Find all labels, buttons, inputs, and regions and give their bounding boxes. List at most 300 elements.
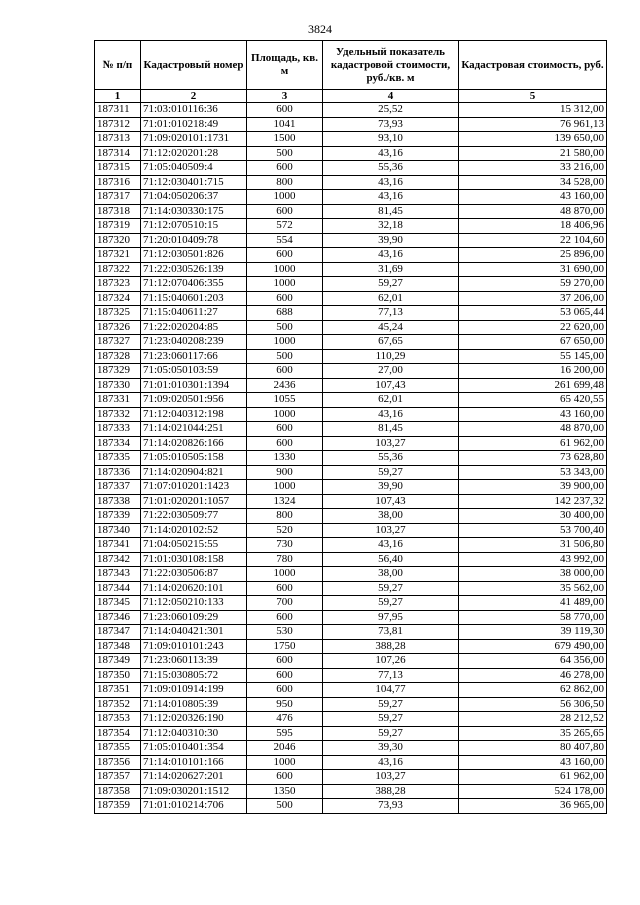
row-number-cell: 187311 — [95, 103, 141, 118]
row-number-cell: 187348 — [95, 639, 141, 654]
table-row — [95, 480, 607, 495]
cadastral-value-cell: 43 160,00 — [459, 755, 607, 770]
unit-value-cell: 59,27 — [323, 712, 459, 727]
cadastral-number-cell: 71:22:030526:139 — [141, 262, 247, 277]
table-row — [95, 552, 607, 567]
row-number-cell: 187330 — [95, 378, 141, 393]
cadastral-value-cell: 41 489,00 — [459, 596, 607, 611]
cadastral-number-cell: 71:05:050103:59 — [141, 364, 247, 379]
unit-value-cell: 104,77 — [323, 683, 459, 698]
unit-value-cell: 43,16 — [323, 190, 459, 205]
area-cell: 1000 — [247, 567, 323, 582]
cadastral-value-cell: 65 420,55 — [459, 393, 607, 408]
cadastral-value-cell: 48 870,00 — [459, 422, 607, 437]
unit-value-cell: 45,24 — [323, 320, 459, 335]
row-number-cell: 187335 — [95, 451, 141, 466]
row-number-cell: 187327 — [95, 335, 141, 350]
area-cell: 500 — [247, 799, 323, 814]
column-number-row — [95, 90, 607, 103]
unit-value-cell: 62,01 — [323, 393, 459, 408]
table-row — [95, 697, 607, 712]
unit-value-cell: 81,45 — [323, 422, 459, 437]
table-row — [95, 132, 607, 147]
cadastral-number-cell: 71:12:030501:826 — [141, 248, 247, 263]
unit-value-cell: 39,90 — [323, 480, 459, 495]
cadastral-number-cell: 71:09:020501:956 — [141, 393, 247, 408]
header-area: Площадь, кв. м — [247, 41, 323, 90]
cadastral-value-cell: 43 160,00 — [459, 407, 607, 422]
table-row — [95, 233, 607, 248]
area-cell: 520 — [247, 523, 323, 538]
table-row — [95, 538, 607, 553]
area-cell: 1000 — [247, 755, 323, 770]
unit-value-cell: 67,65 — [323, 335, 459, 350]
cadastral-value-cell: 38 000,00 — [459, 567, 607, 582]
cadastral-number-cell: 71:23:060113:39 — [141, 654, 247, 669]
unit-value-cell: 43,16 — [323, 755, 459, 770]
cadastral-value-cell: 35 562,00 — [459, 581, 607, 596]
row-number-cell: 187319 — [95, 219, 141, 234]
row-number-cell: 187350 — [95, 668, 141, 683]
table-row — [95, 219, 607, 234]
row-number-cell: 187341 — [95, 538, 141, 553]
row-number-cell: 187345 — [95, 596, 141, 611]
area-cell: 800 — [247, 175, 323, 190]
row-number-cell: 187317 — [95, 190, 141, 205]
row-number-cell: 187325 — [95, 306, 141, 321]
unit-value-cell: 43,16 — [323, 146, 459, 161]
table-row — [95, 465, 607, 480]
area-cell: 600 — [247, 161, 323, 176]
table-row — [95, 639, 607, 654]
cadastral-number-cell: 71:15:040611:27 — [141, 306, 247, 321]
unit-value-cell: 81,45 — [323, 204, 459, 219]
row-number-cell: 187352 — [95, 697, 141, 712]
unit-value-cell: 107,43 — [323, 378, 459, 393]
cadastral-number-cell: 71:07:010201:1423 — [141, 480, 247, 495]
row-number-cell: 187344 — [95, 581, 141, 596]
cadastral-number-cell: 71:15:030805:72 — [141, 668, 247, 683]
area-cell: 900 — [247, 465, 323, 480]
cadastral-number-cell: 71:14:010805:39 — [141, 697, 247, 712]
cadastral-value-cell: 31 690,00 — [459, 262, 607, 277]
table-row — [95, 451, 607, 466]
cadastral-value-cell: 18 406,96 — [459, 219, 607, 234]
area-cell: 2436 — [247, 378, 323, 393]
area-cell: 600 — [247, 364, 323, 379]
cadastral-value-cell: 53 700,40 — [459, 523, 607, 538]
cadastral-value-cell: 53 343,00 — [459, 465, 607, 480]
table-row — [95, 596, 607, 611]
area-cell: 600 — [247, 422, 323, 437]
table-row — [95, 117, 607, 132]
unit-value-cell: 107,43 — [323, 494, 459, 509]
cadastral-number-cell: 71:05:040509:4 — [141, 161, 247, 176]
cadastral-number-cell: 71:22:030506:87 — [141, 567, 247, 582]
area-cell: 1000 — [247, 262, 323, 277]
table-header-row — [95, 41, 607, 90]
unit-value-cell: 55,36 — [323, 451, 459, 466]
cadastral-value-cell: 55 145,00 — [459, 349, 607, 364]
table-row — [95, 741, 607, 756]
area-cell: 600 — [247, 291, 323, 306]
cadastral-number-cell: 71:14:020826:166 — [141, 436, 247, 451]
cadastral-number-cell: 71:12:020326:190 — [141, 712, 247, 727]
cadastral-number-cell: 71:23:060109:29 — [141, 610, 247, 625]
row-number-cell: 187353 — [95, 712, 141, 727]
row-number-cell: 187357 — [95, 770, 141, 785]
cadastral-number-cell: 71:12:040310:30 — [141, 726, 247, 741]
cadastral-number-cell: 71:12:040312:198 — [141, 407, 247, 422]
row-number-cell: 187347 — [95, 625, 141, 640]
cadastral-value-cell: 56 306,50 — [459, 697, 607, 712]
table-row — [95, 668, 607, 683]
row-number-cell: 187313 — [95, 132, 141, 147]
table-row — [95, 190, 607, 205]
cadastral-value-cell: 43 992,00 — [459, 552, 607, 567]
row-number-cell: 187314 — [95, 146, 141, 161]
unit-value-cell: 39,30 — [323, 741, 459, 756]
area-cell: 500 — [247, 320, 323, 335]
cadastral-value-cell: 22 104,60 — [459, 233, 607, 248]
unit-value-cell: 103,27 — [323, 770, 459, 785]
unit-value-cell: 97,95 — [323, 610, 459, 625]
table-row — [95, 625, 607, 640]
cadastral-number-cell: 71:01:010301:1394 — [141, 378, 247, 393]
cadastral-number-cell: 71:15:040601:203 — [141, 291, 247, 306]
table-row — [95, 755, 607, 770]
table-row — [95, 291, 607, 306]
area-cell: 1324 — [247, 494, 323, 509]
unit-value-cell: 388,28 — [323, 639, 459, 654]
table-row — [95, 726, 607, 741]
area-cell: 1000 — [247, 277, 323, 292]
cadastral-value-cell: 261 699,48 — [459, 378, 607, 393]
cadastral-value-cell: 35 265,65 — [459, 726, 607, 741]
area-cell: 1750 — [247, 639, 323, 654]
row-number-cell: 187315 — [95, 161, 141, 176]
row-number-cell: 187332 — [95, 407, 141, 422]
unit-value-cell: 77,13 — [323, 668, 459, 683]
table-row — [95, 581, 607, 596]
cadastral-value-cell: 34 528,00 — [459, 175, 607, 190]
cadastral-number-cell: 71:01:020201:1057 — [141, 494, 247, 509]
area-cell: 600 — [247, 668, 323, 683]
area-cell: 1000 — [247, 190, 323, 205]
cadastral-number-cell: 71:14:010101:166 — [141, 755, 247, 770]
area-cell: 688 — [247, 306, 323, 321]
unit-value-cell: 59,27 — [323, 726, 459, 741]
table-row — [95, 610, 607, 625]
unit-value-cell: 43,16 — [323, 538, 459, 553]
cadastral-value-cell: 36 965,00 — [459, 799, 607, 814]
area-cell: 554 — [247, 233, 323, 248]
cadastral-value-cell: 64 356,00 — [459, 654, 607, 669]
cadastral-value-cell: 15 312,00 — [459, 103, 607, 118]
row-number-cell: 187351 — [95, 683, 141, 698]
table-row — [95, 146, 607, 161]
cadastral-number-cell: 71:14:020627:201 — [141, 770, 247, 785]
area-cell: 600 — [247, 248, 323, 263]
table-row — [95, 567, 607, 582]
area-cell: 530 — [247, 625, 323, 640]
table-row — [95, 770, 607, 785]
unit-value-cell: 110,29 — [323, 349, 459, 364]
cadastral-value-cell: 58 770,00 — [459, 610, 607, 625]
row-number-cell: 187343 — [95, 567, 141, 582]
cadastral-number-cell: 71:23:060117:66 — [141, 349, 247, 364]
row-number-cell: 187346 — [95, 610, 141, 625]
table-row — [95, 364, 607, 379]
area-cell: 1330 — [247, 451, 323, 466]
table-row — [95, 262, 607, 277]
table-row — [95, 306, 607, 321]
cadastral-number-cell: 71:14:020102:52 — [141, 523, 247, 538]
table-row — [95, 393, 607, 408]
table-row — [95, 654, 607, 669]
unit-value-cell: 73,93 — [323, 117, 459, 132]
column-number: 4 — [323, 90, 459, 103]
row-number-cell: 187326 — [95, 320, 141, 335]
area-cell: 600 — [247, 683, 323, 698]
unit-value-cell: 388,28 — [323, 784, 459, 799]
area-cell: 595 — [247, 726, 323, 741]
table-row — [95, 523, 607, 538]
cadastral-number-cell: 71:12:050210:133 — [141, 596, 247, 611]
unit-value-cell: 103,27 — [323, 523, 459, 538]
area-cell: 1041 — [247, 117, 323, 132]
unit-value-cell: 103,27 — [323, 436, 459, 451]
row-number-cell: 187349 — [95, 654, 141, 669]
unit-value-cell: 62,01 — [323, 291, 459, 306]
cadastral-value-cell: 21 580,00 — [459, 146, 607, 161]
header-cadastral-number: Кадастровый номер — [141, 41, 247, 90]
table-row — [95, 204, 607, 219]
unit-value-cell: 59,27 — [323, 581, 459, 596]
row-number-cell: 187339 — [95, 509, 141, 524]
cadastral-value-cell: 679 490,00 — [459, 639, 607, 654]
cadastral-number-cell: 71:14:030330:175 — [141, 204, 247, 219]
row-number-cell: 187334 — [95, 436, 141, 451]
column-number: 2 — [141, 90, 247, 103]
cadastral-number-cell: 71:14:040421:301 — [141, 625, 247, 640]
cadastral-value-cell: 39 900,00 — [459, 480, 607, 495]
cadastral-value-cell: 76 961,13 — [459, 117, 607, 132]
cadastral-value-cell: 25 896,00 — [459, 248, 607, 263]
cadastral-value-cell: 139 650,00 — [459, 132, 607, 147]
cadastral-number-cell: 71:14:021044:251 — [141, 422, 247, 437]
table-row — [95, 175, 607, 190]
unit-value-cell: 77,13 — [323, 306, 459, 321]
header-cadastral-value: Кадастровая стоимость, руб. — [459, 41, 607, 90]
row-number-cell: 187331 — [95, 393, 141, 408]
unit-value-cell: 32,18 — [323, 219, 459, 234]
unit-value-cell: 38,00 — [323, 567, 459, 582]
table-row — [95, 349, 607, 364]
table-row — [95, 248, 607, 263]
cadastral-value-cell: 31 506,80 — [459, 538, 607, 553]
row-number-cell: 187324 — [95, 291, 141, 306]
cadastral-value-cell: 43 160,00 — [459, 190, 607, 205]
column-number: 5 — [459, 90, 607, 103]
area-cell: 2046 — [247, 741, 323, 756]
unit-value-cell: 59,27 — [323, 465, 459, 480]
table-body — [95, 103, 607, 814]
unit-value-cell: 73,81 — [323, 625, 459, 640]
row-number-cell: 187356 — [95, 755, 141, 770]
cadastral-value-cell: 59 270,00 — [459, 277, 607, 292]
row-number-cell: 187329 — [95, 364, 141, 379]
table-row — [95, 784, 607, 799]
cadastral-number-cell: 71:12:020201:28 — [141, 146, 247, 161]
unit-value-cell: 73,93 — [323, 799, 459, 814]
table-row — [95, 494, 607, 509]
cadastral-number-cell: 71:20:010409:78 — [141, 233, 247, 248]
cadastral-value-cell: 61 962,00 — [459, 770, 607, 785]
cadastral-value-cell: 53 065,44 — [459, 306, 607, 321]
area-cell: 730 — [247, 538, 323, 553]
cadastral-number-cell: 71:12:070406:355 — [141, 277, 247, 292]
cadastral-number-cell: 71:05:010505:158 — [141, 451, 247, 466]
row-number-cell: 187316 — [95, 175, 141, 190]
area-cell: 780 — [247, 552, 323, 567]
cadastral-number-cell: 71:14:020904:821 — [141, 465, 247, 480]
unit-value-cell: 27,00 — [323, 364, 459, 379]
row-number-cell: 187342 — [95, 552, 141, 567]
table-row — [95, 335, 607, 350]
cadastral-value-cell: 48 870,00 — [459, 204, 607, 219]
row-number-cell: 187340 — [95, 523, 141, 538]
area-cell: 476 — [247, 712, 323, 727]
cadastral-value-cell: 80 407,80 — [459, 741, 607, 756]
cadastral-number-cell: 71:09:020101:1731 — [141, 132, 247, 147]
area-cell: 500 — [247, 146, 323, 161]
cadastral-value-cell: 73 628,80 — [459, 451, 607, 466]
header-unit-value: Удельный показатель кадастровой стоимости, руб./кв. м — [323, 41, 459, 90]
cadastral-number-cell: 71:23:040208:239 — [141, 335, 247, 350]
cadastral-number-cell: 71:09:010101:243 — [141, 639, 247, 654]
column-number: 3 — [247, 90, 323, 103]
row-number-cell: 187320 — [95, 233, 141, 248]
row-number-cell: 187312 — [95, 117, 141, 132]
header-number: № п/п — [95, 41, 141, 90]
unit-value-cell: 43,16 — [323, 248, 459, 263]
row-number-cell: 187359 — [95, 799, 141, 814]
unit-value-cell: 31,69 — [323, 262, 459, 277]
unit-value-cell: 59,27 — [323, 277, 459, 292]
cadastral-number-cell: 71:09:010914:199 — [141, 683, 247, 698]
row-number-cell: 187336 — [95, 465, 141, 480]
row-number-cell: 187338 — [95, 494, 141, 509]
cadastral-value-cell: 28 212,52 — [459, 712, 607, 727]
unit-value-cell: 43,16 — [323, 407, 459, 422]
cadastral-number-cell: 71:03:010116:36 — [141, 103, 247, 118]
cadastral-value-cell: 524 178,00 — [459, 784, 607, 799]
cadastral-number-cell: 71:01:030108:158 — [141, 552, 247, 567]
unit-value-cell: 59,27 — [323, 697, 459, 712]
row-number-cell: 187354 — [95, 726, 141, 741]
unit-value-cell: 25,52 — [323, 103, 459, 118]
cadastral-value-cell: 61 962,00 — [459, 436, 607, 451]
table-row — [95, 799, 607, 814]
cadastral-number-cell: 71:12:070510:15 — [141, 219, 247, 234]
row-number-cell: 187318 — [95, 204, 141, 219]
table-row — [95, 320, 607, 335]
area-cell: 800 — [247, 509, 323, 524]
row-number-cell: 187328 — [95, 349, 141, 364]
page-number: 3824 — [308, 22, 332, 36]
area-cell: 600 — [247, 770, 323, 785]
row-number-cell: 187337 — [95, 480, 141, 495]
area-cell: 600 — [247, 436, 323, 451]
table-row — [95, 436, 607, 451]
cadastral-value-cell: 22 620,00 — [459, 320, 607, 335]
cadastral-number-cell: 71:04:050206:37 — [141, 190, 247, 205]
area-cell: 1000 — [247, 407, 323, 422]
table-row — [95, 103, 607, 118]
area-cell: 600 — [247, 204, 323, 219]
area-cell: 950 — [247, 697, 323, 712]
area-cell: 1350 — [247, 784, 323, 799]
row-number-cell: 187358 — [95, 784, 141, 799]
unit-value-cell: 56,40 — [323, 552, 459, 567]
cadastral-value-cell: 142 237,32 — [459, 494, 607, 509]
row-number-cell: 187322 — [95, 262, 141, 277]
cadastral-value-cell: 62 862,00 — [459, 683, 607, 698]
cadastral-value-cell: 16 200,00 — [459, 364, 607, 379]
cadastral-value-cell: 37 206,00 — [459, 291, 607, 306]
row-number-cell: 187333 — [95, 422, 141, 437]
table-row — [95, 712, 607, 727]
area-cell: 600 — [247, 103, 323, 118]
cadastral-value-cell: 46 278,00 — [459, 668, 607, 683]
cadastral-number-cell: 71:22:020204:85 — [141, 320, 247, 335]
cadastral-number-cell: 71:12:030401:715 — [141, 175, 247, 190]
cadastral-number-cell: 71:01:010218:49 — [141, 117, 247, 132]
table-row — [95, 277, 607, 292]
cadastral-value-cell: 30 400,00 — [459, 509, 607, 524]
area-cell: 1055 — [247, 393, 323, 408]
cadastral-value-cell: 39 119,30 — [459, 625, 607, 640]
area-cell: 600 — [247, 654, 323, 669]
table-row — [95, 407, 607, 422]
cadastral-value-cell: 67 650,00 — [459, 335, 607, 350]
cadastral-value-cell: 33 216,00 — [459, 161, 607, 176]
row-number-cell: 187323 — [95, 277, 141, 292]
column-number: 1 — [95, 90, 141, 103]
unit-value-cell: 59,27 — [323, 596, 459, 611]
cadastral-number-cell: 71:22:030509:77 — [141, 509, 247, 524]
table-row — [95, 161, 607, 176]
area-cell: 700 — [247, 596, 323, 611]
cadastral-number-cell: 71:09:030201:1512 — [141, 784, 247, 799]
area-cell: 600 — [247, 610, 323, 625]
unit-value-cell: 38,00 — [323, 509, 459, 524]
area-cell: 500 — [247, 349, 323, 364]
table-row — [95, 683, 607, 698]
area-cell: 600 — [247, 581, 323, 596]
unit-value-cell: 39,90 — [323, 233, 459, 248]
table-row — [95, 422, 607, 437]
cadastral-number-cell: 71:04:050215:55 — [141, 538, 247, 553]
unit-value-cell: 107,26 — [323, 654, 459, 669]
unit-value-cell: 93,10 — [323, 132, 459, 147]
row-number-cell: 187355 — [95, 741, 141, 756]
table-row — [95, 509, 607, 524]
cadastral-table — [94, 40, 607, 814]
table-row — [95, 378, 607, 393]
unit-value-cell: 43,16 — [323, 175, 459, 190]
